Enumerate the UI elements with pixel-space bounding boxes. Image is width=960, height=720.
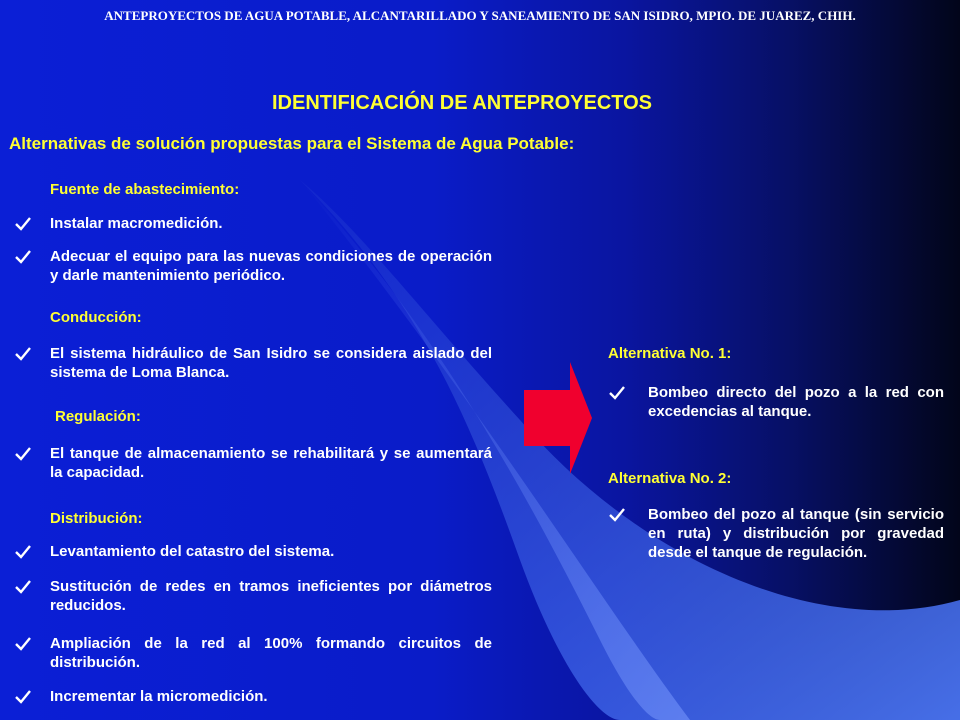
checkmark-icon [608, 506, 626, 524]
checkmark-icon [14, 248, 32, 266]
section-heading-distribucion: Distribución: [50, 510, 143, 527]
list-item-text: El sistema hidráulico de San Isidro se considera aislado del sistema de Loma Blanca. [50, 345, 492, 381]
list-item-text: Ampliación de la red al 100% formando circuitos de distribución. [50, 635, 492, 671]
list-item [14, 444, 492, 482]
presentation-header: ANTEPROYECTOS DE AGUA POTABLE, ALCANTARILLADO Y SANEAMIENTO DE SAN ISIDRO, MPIO. DE JUAREZ, CHIH. [104, 8, 856, 23]
list-item [14, 577, 492, 615]
right-arrow-icon [524, 362, 592, 474]
checkmark-icon [14, 578, 32, 596]
list-item [14, 214, 492, 233]
alternative-text: Bombeo del pozo al tanque (sin servicio en ruta) y distribución por gravedad desde el tanque de regulación. [648, 506, 944, 561]
section-heading-fuente: Fuente de abastecimiento: [50, 181, 240, 198]
list-item-text: El tanque de almacenamiento se rehabilitará y se aumentará la capacidad. [50, 445, 492, 481]
slide-subtitle: Alternativas de solución propuestas para el Sistema de Agua Potable: [9, 134, 575, 153]
checkmark-icon [14, 688, 32, 706]
alternative-heading-2: Alternativa No. 2: [608, 470, 732, 487]
checkmark-icon [14, 543, 32, 561]
list-item-text: Incrementar la micromedición. [50, 688, 268, 705]
list-item [14, 344, 492, 382]
list-item-text: Adecuar el equipo para las nuevas condiciones de operación y darle mantenimiento periódico. [50, 248, 492, 284]
section-heading-regulacion: Regulación: [55, 408, 141, 425]
list-item-text: Instalar macromedición. [50, 215, 223, 232]
alternative-heading-1: Alternativa No. 1: [608, 345, 732, 362]
checkmark-icon [14, 345, 32, 363]
alternative-item-1 [608, 383, 944, 421]
slide-title: IDENTIFICACIÓN DE ANTEPROYECTOS [271, 92, 653, 114]
section-heading-conduccion: Conducción: [50, 309, 142, 326]
list-item [14, 634, 492, 672]
list-item [14, 247, 492, 285]
checkmark-icon [14, 215, 32, 233]
checkmark-icon [14, 445, 32, 463]
list-item [14, 542, 492, 561]
checkmark-icon [608, 384, 626, 402]
list-item-text: Sustitución de redes en tramos ineficientes por diámetros reducidos. [50, 578, 492, 614]
list-item [14, 687, 492, 706]
alternative-item-2 [608, 505, 944, 562]
alternative-text: Bombeo directo del pozo a la red con excedencias al tanque. [648, 384, 944, 420]
checkmark-icon [14, 635, 32, 653]
list-item-text: Levantamiento del catastro del sistema. [50, 543, 335, 560]
